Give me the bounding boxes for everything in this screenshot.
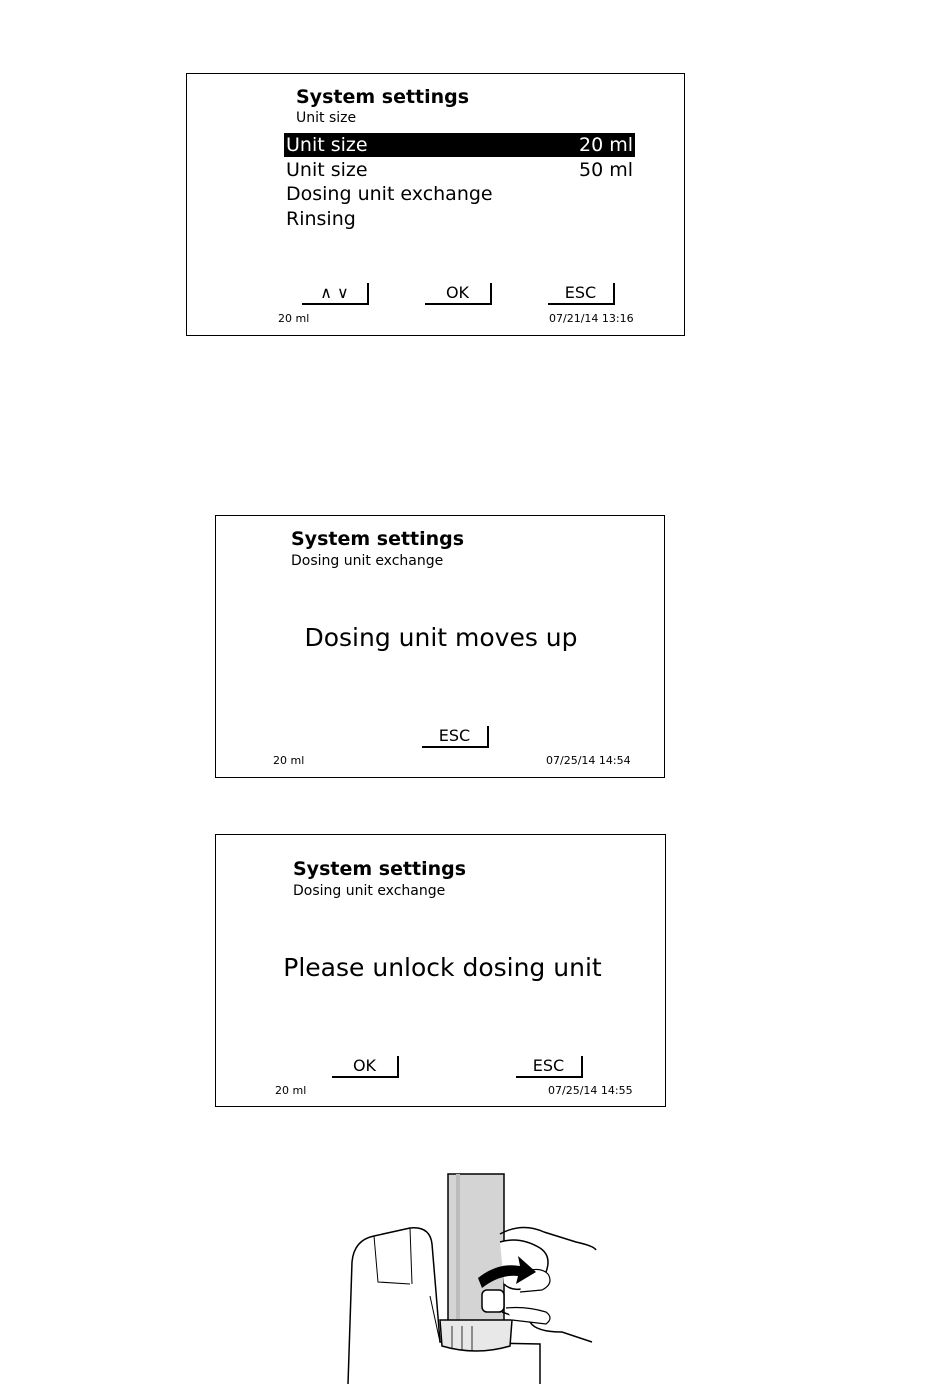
menu-item-label: Unit size xyxy=(286,134,368,156)
page-title: System settings xyxy=(293,858,467,880)
status-datetime: 07/25/14 14:55 xyxy=(548,1084,633,1097)
ok-softkey[interactable]: OK xyxy=(425,283,492,305)
menu-item-label: Rinsing xyxy=(286,208,356,230)
menu-item-unit-size-50[interactable] xyxy=(284,158,635,182)
esc-softkey[interactable]: ESC xyxy=(516,1056,583,1078)
menu-item-rinsing[interactable] xyxy=(284,207,635,231)
status-unit-size: 20 ml xyxy=(278,312,310,325)
esc-softkey[interactable]: ESC xyxy=(422,726,489,748)
menu-item-unit-size-20[interactable] xyxy=(284,133,635,157)
ok-softkey[interactable]: OK xyxy=(332,1056,399,1078)
page-subtitle: Dosing unit exchange xyxy=(291,553,444,569)
menu-item-label: Dosing unit exchange xyxy=(286,183,493,205)
unlock-dosing-unit-screen xyxy=(215,834,666,1107)
status-unit-size: 20 ml xyxy=(275,1084,307,1097)
page-subtitle: Dosing unit exchange xyxy=(293,883,446,899)
up-down-softkey[interactable]: ∧ ∨ xyxy=(302,283,369,305)
page-subtitle: Unit size xyxy=(296,110,357,126)
menu-item-value: 50 ml xyxy=(578,159,633,181)
unit-size-screen xyxy=(186,73,685,336)
menu-item-dosing-unit-exchange[interactable] xyxy=(284,182,635,206)
page-title: System settings xyxy=(296,86,470,108)
esc-softkey[interactable]: ESC xyxy=(548,283,615,305)
status-datetime: 07/21/14 13:16 xyxy=(549,312,634,325)
status-message: Dosing unit moves up xyxy=(304,623,578,652)
status-datetime: 07/25/14 14:54 xyxy=(546,754,631,767)
hand-unlocking-dosing-unit-icon xyxy=(340,1172,610,1392)
menu-item-label: Unit size xyxy=(286,159,368,181)
status-unit-size: 20 ml xyxy=(273,754,305,767)
menu-item-value: 20 ml xyxy=(578,134,633,156)
page-title: System settings xyxy=(291,528,465,550)
status-message: Please unlock dosing unit xyxy=(283,953,602,982)
dosing-unit-moves-up-screen xyxy=(215,515,665,778)
